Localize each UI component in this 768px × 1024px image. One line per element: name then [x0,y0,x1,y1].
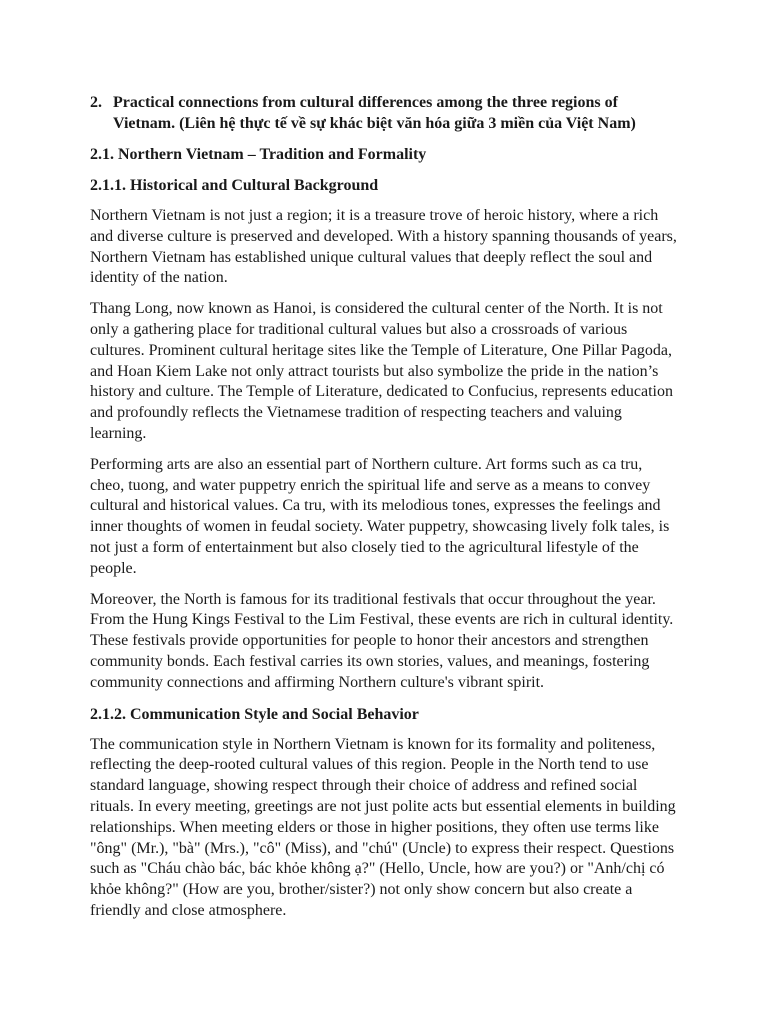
paragraph: The communication style in Northern Vietnam is known for its formality and politeness, reflecting the deep-rooted cultural values of this region. People in the North tend to use standard language, showing respect through their choice of address and refined social rituals. In every meeting, greetings are not just polite acts but essential elements in building relationships. When meeting elders or those in higher positions, they often use terms like "ông" (Mr.), "bà" (Mrs.), "cô" (Miss), and "chú" (Uncle) to express their respect. Questions such as "Cháu chào bác, bác khỏe không ạ?" (Hello, Uncle, how are you?) or "Anh/chị có khỏe không?" (How are you, brother/sister?) not only show concern but also create a friendly and close atmosphere. [90,735,676,919]
paragraph: Northern Vietnam is not just a region; it is a treasure trove of heroic history, where a rich and diverse culture is preserved and developed. With a history spanning thousands of years, Northern Vietnam has established unique cultural values that deeply reflect the soul and identity of the nation. [90,207,677,287]
paragraph: Moreover, the North is famous for its traditional festivals that occur throughout the year. From the Hung Kings Festival to the Lim Festival, these events are rich in cultural identity. These festivals provide opportunities for people to honor their ancestors and strengthen community bonds. Each festival carries its own stories, values, and meanings, fostering community connections and affirming Northern culture's vibrant spirit. [90,590,674,691]
paragraph: Thang Long, now known as Hanoi, is considered the cultural center of the North. It is not only a gathering place for traditional cultural values but also a crossroads of various cultures. Prominent cultural heritage sites like the Temple of Literature, One Pillar Pagoda, and Hoan Kiem Lake not only attract tourists but also symbolize the pride in the nation’s history and culture. The Temple of Literature, dedicated to Confucius, represents education and profoundly reflects the Vietnamese tradition of respecting teachers and valuing learning. [90,300,673,442]
section-number: 2. [90,94,102,111]
subsubsection-heading-communication: 2.1.2. Communication Style and Social Behavior [90,705,419,723]
paragraph: Performing arts are also an essential part of Northern culture. Art forms such as ca tru, cheo, tuong, and water puppetry enrich the spiritual life and serve as a means to convey cultural and historical values. Ca tru, with its melodious tones, expresses the feelings and inner thoughts of women in feudal society. Water puppetry, showcasing lively folk tales, is not just a form of entertainment but also closely tied to the agricultural lifestyle of the people. [90,455,670,577]
section-title: Practical connections from cultural differences among the three regions of Vietnam. (Liên hệ thực tế về sự khác biệt văn hóa giữa 3 miền của Việt Nam) [113,94,636,132]
subsection-heading: 2.1. Northern Vietnam – Tradition and Formality [90,146,427,163]
section-heading [90,92,678,134]
subsubsection-heading-background: 2.1.1. Historical and Cultural Background [90,177,379,194]
